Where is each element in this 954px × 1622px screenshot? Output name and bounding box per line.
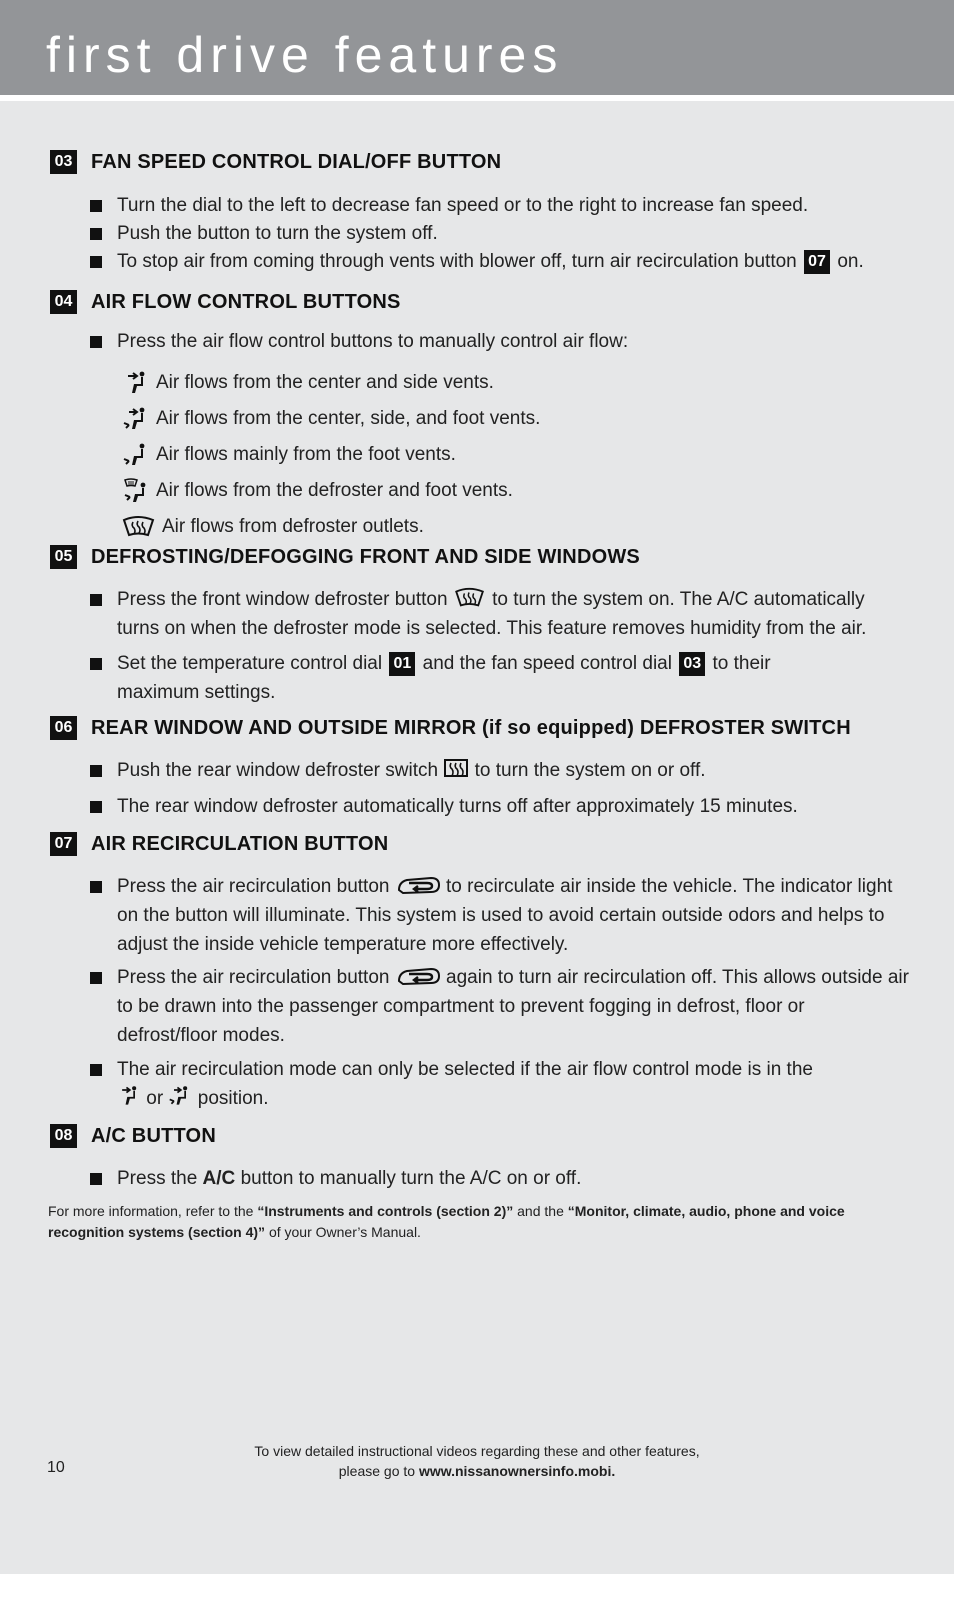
bullet-text: Set the temperature control dial 01 and the fan speed control dial 03 to their maximum settings. xyxy=(117,653,771,703)
page-number: 10 xyxy=(47,1459,65,1476)
bullet-square-icon xyxy=(90,336,102,348)
section-title: DEFROSTING/DEFOGGING FRONT AND SIDE WINDOWS xyxy=(91,545,640,568)
defroster-icon xyxy=(453,587,487,609)
section-number: 07 xyxy=(50,832,77,856)
website-link[interactable]: www.nissanownersinfo.mobi. xyxy=(418,1463,616,1479)
bullet-square-icon xyxy=(90,200,102,212)
defrost-foot-icon xyxy=(122,478,150,504)
foot-icon xyxy=(122,442,150,468)
rear-defroster-icon xyxy=(443,758,469,780)
ref-number: 07 xyxy=(804,250,830,274)
defroster-icon xyxy=(122,515,156,539)
ref-number: 01 xyxy=(389,652,415,676)
air-flow-mode xyxy=(122,514,424,540)
section-heading xyxy=(50,831,388,857)
bullet-text: The air recirculation mode can only be selected if the air flow control mode is in the or position. xyxy=(117,1059,813,1109)
section-number: 03 xyxy=(50,150,77,174)
video-info-line: To view detailed instructional videos regarding these and other features, xyxy=(254,1443,700,1459)
section-number: 04 xyxy=(50,290,77,314)
bullet-text: Press the air recirculation button to recirculate air inside the vehicle. The indicator light on the button will illuminate. This system is used to avoid certain outside odors and helps to adjust the inside vehicle temperature more effectively. xyxy=(117,876,893,955)
bullet-square-icon xyxy=(90,1173,102,1185)
mode-text: Air flows from the center, side, and foot vents. xyxy=(156,408,541,429)
bullet-square-icon xyxy=(90,1064,102,1076)
video-info xyxy=(0,1441,954,1481)
section-heading xyxy=(50,149,501,175)
section-heading xyxy=(50,715,851,741)
bullet-text: Press the A/C button to manually turn the A/C on or off. xyxy=(117,1168,582,1189)
page-title: first drive features xyxy=(46,27,564,83)
bullet-square-icon xyxy=(90,801,102,813)
air-flow-mode xyxy=(122,478,513,504)
bi-level-icon xyxy=(168,1084,192,1108)
section-number: 05 xyxy=(50,545,77,569)
video-info-line: please go to www.nissanownersinfo.mobi. xyxy=(338,1463,616,1479)
bullet-text: Push the button to turn the system off. xyxy=(117,223,438,244)
bullet-square-icon xyxy=(90,881,102,893)
bullet-text: Push the rear window defroster switch to turn the system on or off. xyxy=(117,760,706,781)
bi-level-icon xyxy=(122,406,150,432)
section-number: 08 xyxy=(50,1124,77,1148)
vent-icon xyxy=(122,370,150,396)
mode-text: Air flows mainly from the foot vents. xyxy=(156,444,456,465)
reference-note: For more information, refer to the “Instruments and controls (section 2)” and the “Monitor, climate, audio, phone and voice recognition systems (section 4)” of your Owner’s Manual. xyxy=(48,1203,845,1240)
mode-text: Air flows from the center and side vents. xyxy=(156,372,494,393)
bullet-text: To stop air from coming through vents with blower off, turn air recirculation button 07 on. xyxy=(117,251,864,272)
vent-icon xyxy=(117,1084,141,1108)
recirculation-icon xyxy=(395,874,441,896)
bullet-text: Press the front window defroster button to turn the system on. The A/C automatically turns on when the defroster mode is selected. This feature removes humidity from the air. xyxy=(117,589,867,639)
ref-number: 03 xyxy=(679,652,705,676)
air-flow-mode xyxy=(122,370,494,396)
mode-text: Air flows from defroster outlets. xyxy=(162,516,424,537)
bullet-square-icon xyxy=(90,972,102,984)
air-flow-mode xyxy=(122,442,456,468)
section-number: 06 xyxy=(50,716,77,740)
air-flow-mode xyxy=(122,406,540,432)
bullet-square-icon xyxy=(90,228,102,240)
bullet-text: The rear window defroster automatically turns off after approximately 15 minutes. xyxy=(117,796,798,817)
bullet-square-icon xyxy=(90,594,102,606)
recirculation-icon xyxy=(395,965,441,987)
section-title: A/C BUTTON xyxy=(91,1124,216,1147)
section-title: AIR FLOW CONTROL BUTTONS xyxy=(91,290,401,313)
section-heading xyxy=(50,1123,216,1149)
mode-text: Air flows from the defroster and foot vents. xyxy=(156,480,513,501)
section-title: AIR RECIRCULATION BUTTON xyxy=(91,832,389,855)
bullet-square-icon xyxy=(90,256,102,268)
bullet-text: Turn the dial to the left to decrease fan speed or to the right to increase fan speed. xyxy=(117,195,809,216)
section-title: FAN SPEED CONTROL DIAL/OFF BUTTON xyxy=(91,150,502,173)
page-header xyxy=(0,0,954,95)
page-body xyxy=(0,101,954,1574)
section-heading xyxy=(50,544,640,570)
section-title: REAR WINDOW AND OUTSIDE MIRROR (if so equipped) DEFROSTER SWITCH xyxy=(91,716,851,739)
bullet-square-icon xyxy=(90,765,102,777)
bullet-text: Press the air recirculation button again to turn air recirculation off. This allows outside air to be drawn into the passenger compartment to prevent fogging in defrost, floor or defrost/floor modes. xyxy=(117,967,909,1046)
bullet-square-icon xyxy=(90,658,102,670)
bullet-text: Press the air flow control buttons to manually control air flow: xyxy=(117,331,629,352)
section-heading xyxy=(50,289,401,315)
